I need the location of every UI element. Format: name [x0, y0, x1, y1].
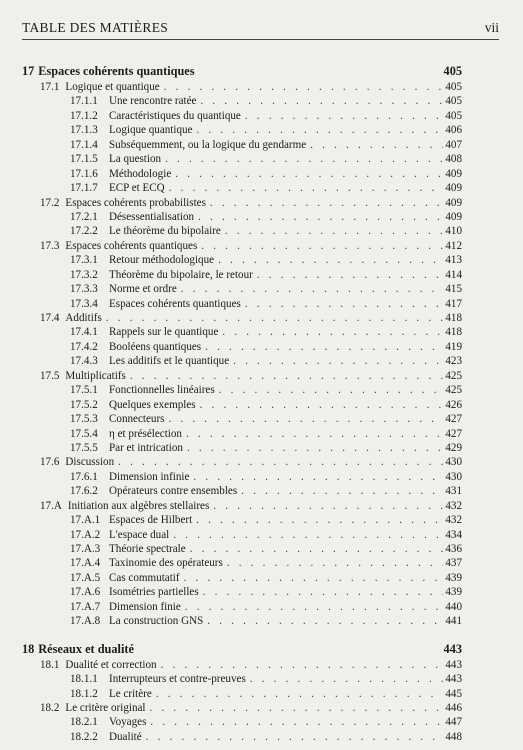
toc-subsection[interactable]: [22, 298, 462, 312]
toc-title: Connecteurs: [109, 413, 165, 426]
toc-subsection[interactable]: [22, 211, 462, 225]
toc-number: 17.5.1: [70, 384, 98, 397]
toc-subsection[interactable]: [22, 153, 462, 167]
dot-leader: [190, 543, 444, 555]
toc-number: 17.1.3: [70, 124, 98, 137]
toc-number: 18.2.1: [70, 716, 98, 729]
toc-page: 409: [445, 196, 462, 209]
toc-title: Retour méthodologique: [109, 254, 215, 267]
toc-page: 443: [443, 641, 462, 656]
toc-subsection[interactable]: [22, 168, 462, 182]
toc-number: 17.1.4: [70, 138, 98, 151]
toc-subsection[interactable]: [22, 586, 462, 600]
toc-page: 439: [445, 586, 462, 599]
toc-number: 17.5.2: [70, 398, 98, 411]
toc-page: 405: [445, 81, 462, 93]
toc-section[interactable]: [22, 312, 462, 326]
dot-leader: [227, 557, 444, 569]
toc-title: La construction GNS: [109, 615, 204, 628]
dot-leader: [146, 731, 444, 743]
toc-subsection[interactable]: [22, 413, 462, 427]
dot-leader: [213, 500, 443, 512]
toc-page: 443: [445, 658, 462, 671]
toc-number: 17.3.4: [70, 297, 98, 310]
dot-leader: [169, 182, 444, 194]
toc-subsection[interactable]: [22, 341, 462, 355]
dot-leader: [185, 601, 444, 613]
dot-leader: [233, 355, 443, 367]
toc-page: 443: [445, 673, 462, 686]
toc-page: 437: [445, 557, 462, 570]
page-header: [22, 20, 499, 40]
dot-leader: [250, 673, 444, 685]
toc-section[interactable]: [22, 659, 462, 673]
toc-subsection[interactable]: [22, 442, 462, 456]
toc-number: 18: [22, 641, 35, 656]
toc-number: 17.1.7: [70, 182, 98, 195]
toc-title: Espaces cohérents probabilistes: [65, 196, 206, 209]
toc-number: 18.1.1: [70, 673, 98, 686]
dot-leader: [186, 428, 443, 440]
toc-number: 17.6: [40, 456, 60, 469]
dot-leader: [118, 456, 443, 468]
dot-leader: [130, 370, 444, 382]
toc-page: 448: [445, 730, 462, 743]
toc-chapter[interactable]: [22, 64, 462, 81]
dot-leader: [150, 702, 444, 714]
toc-title: Théorie spectrale: [109, 543, 186, 555]
toc-subsection[interactable]: [22, 485, 462, 499]
toc-page: 441: [445, 615, 462, 628]
toc-subsection[interactable]: [22, 543, 462, 557]
toc-title: Logique et quantique: [65, 81, 160, 93]
toc-number: 17.3.3: [70, 283, 98, 296]
dot-leader: [225, 225, 444, 237]
toc-title: Dualité: [109, 730, 142, 743]
dot-leader: [205, 341, 443, 353]
toc-number: 17.4: [40, 312, 60, 324]
toc-title: Une rencontre ratée: [109, 95, 197, 108]
toc-number: 17.A: [40, 499, 62, 512]
toc-number: 17.A.4: [70, 557, 101, 570]
toc-subsection[interactable]: [22, 269, 462, 283]
toc-title: Théorème du bipolaire, le retour: [109, 268, 253, 281]
toc-title: Désessentialisation: [109, 210, 195, 223]
toc-subsection[interactable]: [22, 326, 462, 340]
dot-leader: [257, 269, 444, 281]
dot-leader: [196, 514, 443, 526]
toc-subsection[interactable]: [22, 110, 462, 124]
toc-number: 17.A.8: [70, 615, 101, 628]
dot-leader: [210, 197, 443, 209]
toc-page: 430: [445, 456, 462, 469]
toc-page: 446: [445, 701, 462, 714]
toc-title: Le théorème du bipolaire: [109, 225, 221, 238]
dot-leader: [161, 659, 444, 671]
toc-title: Réseaux et dualité: [38, 641, 134, 656]
toc-page: 436: [445, 543, 462, 555]
dot-leader: [218, 254, 443, 266]
toc-page: 447: [445, 716, 462, 729]
toc-number: 17.A.7: [70, 600, 101, 613]
toc-title: Logique quantique: [109, 124, 193, 137]
toc-page: 432: [445, 499, 462, 512]
page-number: vii: [484, 20, 499, 35]
toc-number: 17.5: [40, 369, 60, 382]
toc-subsection[interactable]: [22, 688, 462, 702]
toc-title: Booléens quantiques: [109, 340, 202, 353]
dot-leader: [181, 283, 444, 295]
toc-title: Quelques exemples: [109, 398, 196, 411]
toc-title: La question: [109, 153, 162, 166]
toc-number: 17.5.5: [70, 441, 98, 454]
toc-number: 17.5.3: [70, 413, 98, 426]
toc-title: Le critère original: [65, 701, 146, 714]
toc-page: 430: [445, 470, 462, 483]
toc-page: 407: [445, 138, 462, 151]
toc-title: Additifs: [65, 312, 102, 324]
toc-page: 425: [445, 384, 462, 397]
chapter-gap: [22, 630, 462, 642]
toc-page: 406: [445, 124, 462, 137]
toc-subsection[interactable]: [22, 95, 462, 109]
dot-leader: [207, 615, 443, 627]
table-of-contents: [22, 64, 462, 745]
toc-page: 415: [445, 283, 462, 296]
toc-number: 17.4.2: [70, 340, 98, 353]
toc-subsection[interactable]: [22, 225, 462, 239]
toc-page: 431: [445, 485, 462, 498]
dot-leader: [219, 384, 444, 396]
toc-subsection[interactable]: [22, 355, 462, 369]
dot-leader: [175, 168, 443, 180]
toc-number: 18.2: [40, 701, 60, 714]
toc-number: 17.2.1: [70, 210, 98, 223]
toc-title: Interrupteurs et contre-preuves: [109, 673, 246, 686]
dot-leader: [200, 399, 444, 411]
toc-title: ECP et ECQ: [109, 182, 165, 195]
toc-page: 429: [445, 441, 462, 454]
toc-page: 434: [445, 528, 462, 541]
toc-subsection[interactable]: [22, 399, 462, 413]
toc-title: Opérateurs contre ensembles: [109, 485, 238, 498]
toc-title: Dualité et correction: [65, 658, 157, 671]
dot-leader: [198, 211, 443, 223]
toc-number: 17: [22, 64, 35, 78]
toc-number: 17.1.5: [70, 153, 98, 166]
toc-number: 17.2.2: [70, 225, 98, 238]
toc-page: 412: [445, 239, 462, 252]
toc-page: 440: [445, 600, 462, 613]
toc-title: Caractéristiques du quantique: [109, 109, 241, 122]
toc-number: 17.1.2: [70, 109, 98, 122]
toc-subsection[interactable]: [22, 716, 462, 730]
toc-page: 405: [443, 64, 462, 78]
toc-number: 17.4.3: [70, 355, 98, 368]
toc-page: 427: [445, 427, 462, 440]
toc-title: Les additifs et le quantique: [109, 355, 230, 368]
toc-title: Espaces de Hilbert: [109, 514, 193, 527]
toc-title: Méthodologie: [109, 167, 172, 180]
toc-title: Isométries partielles: [109, 586, 199, 599]
toc-page: 425: [445, 369, 462, 382]
toc-number: 17.A.5: [70, 571, 101, 584]
toc-subsection[interactable]: [22, 124, 462, 138]
toc-number: 17.A.1: [70, 514, 101, 527]
dot-leader: [156, 688, 444, 700]
toc-section[interactable]: [22, 197, 462, 211]
toc-page: 419: [445, 340, 462, 353]
toc-number: 17.1.6: [70, 167, 98, 180]
dot-leader: [245, 110, 444, 122]
dot-leader: [164, 81, 444, 93]
toc-subsection[interactable]: [22, 254, 462, 268]
toc-subsection[interactable]: [22, 471, 462, 485]
toc-title: L'espace dual: [109, 528, 170, 541]
toc-title: Espaces cohérents quantiques: [65, 239, 198, 252]
toc-title: Multiplicatifs: [65, 369, 126, 382]
toc-page: 410: [445, 225, 462, 238]
toc-number: 17.5.4: [70, 427, 98, 440]
toc-title: Par et intrication: [109, 441, 183, 454]
dot-leader: [106, 312, 444, 324]
toc-section[interactable]: [22, 240, 462, 254]
toc-number: 17.3.1: [70, 254, 98, 267]
toc-page: 409: [445, 167, 462, 180]
toc-title: Discussion: [65, 456, 115, 469]
toc-subsection[interactable]: [22, 514, 462, 528]
toc-number: 17.1.1: [70, 95, 98, 108]
dot-leader: [200, 95, 443, 107]
toc-title: Le critère: [109, 687, 152, 700]
toc-title: Voyages: [109, 716, 147, 729]
dot-leader: [197, 124, 444, 136]
toc-subsection[interactable]: [22, 384, 462, 398]
dot-leader: [203, 586, 444, 598]
toc-title: Dimension finie: [109, 600, 181, 613]
toc-title: Espaces cohérents quantiques: [38, 64, 195, 78]
toc-subsection[interactable]: [22, 673, 462, 687]
toc-page: 432: [445, 514, 462, 527]
dot-leader: [173, 529, 443, 541]
toc-subsection[interactable]: [22, 139, 462, 153]
toc-title: Rappels sur le quantique: [109, 326, 219, 339]
toc-title: Fonctionnelles linéaires: [109, 384, 215, 397]
dot-leader: [310, 139, 443, 151]
toc-title: Espaces cohérents quantiques: [109, 297, 241, 310]
toc-page: 409: [445, 210, 462, 223]
toc-page: 418: [445, 312, 462, 324]
toc-page: 418: [445, 326, 462, 339]
toc-page: 417: [445, 297, 462, 310]
toc-page: 426: [445, 398, 462, 411]
toc-subsection[interactable]: [22, 529, 462, 543]
toc-number: 17.3: [40, 239, 60, 252]
toc-page: 439: [445, 571, 462, 584]
toc-title: Initiation aux algèbres stellaires: [67, 499, 210, 512]
toc-section[interactable]: [22, 370, 462, 384]
toc-page: 405: [445, 109, 462, 122]
toc-number: 17.6.2: [70, 485, 98, 498]
dot-leader: [201, 240, 443, 252]
toc-title: Subséquemment, ou la logique du gendarme: [109, 138, 307, 151]
toc-title: Norme et ordre: [109, 283, 177, 296]
toc-section[interactable]: [22, 702, 462, 716]
toc-number: 17.4.1: [70, 326, 98, 339]
toc-number: 18.2.2: [70, 730, 98, 743]
dot-leader: [193, 471, 443, 483]
toc-page: 409: [445, 182, 462, 195]
toc-page: 405: [445, 95, 462, 108]
toc-number: 18.1: [40, 658, 60, 671]
toc-number: 17.A.3: [70, 543, 101, 555]
dot-leader: [241, 485, 443, 497]
toc-number: 17.1: [40, 81, 60, 93]
toc-section[interactable]: [22, 500, 462, 514]
toc-subsection[interactable]: [22, 428, 462, 442]
toc-subsection[interactable]: [22, 615, 462, 629]
toc-chapter[interactable]: [22, 642, 462, 659]
dot-leader: [222, 326, 443, 338]
toc-subsection[interactable]: [22, 572, 462, 586]
dot-leader: [150, 716, 443, 728]
toc-title: η et présélection: [109, 427, 182, 440]
dot-leader: [165, 153, 443, 165]
running-title: TABLE DES MATIÈRES: [22, 20, 169, 35]
toc-section[interactable]: [22, 456, 462, 470]
toc-number: 17.A.2: [70, 528, 101, 541]
toc-number: 18.1.2: [70, 687, 98, 700]
toc-subsection[interactable]: [22, 601, 462, 615]
toc-subsection[interactable]: [22, 731, 462, 745]
dot-leader: [245, 298, 444, 310]
toc-subsection[interactable]: [22, 283, 462, 297]
toc-page: 423: [445, 355, 462, 368]
toc-page: 413: [445, 254, 462, 267]
toc-number: 17.3.2: [70, 268, 98, 281]
toc-number: 17.A.6: [70, 586, 101, 599]
toc-page: 414: [445, 268, 462, 281]
toc-section[interactable]: [22, 81, 462, 95]
toc-page: 427: [445, 413, 462, 426]
dot-leader: [168, 413, 443, 425]
toc-title: Dimension infinie: [109, 470, 190, 483]
dot-leader: [187, 442, 443, 454]
dot-leader: [184, 572, 444, 584]
toc-subsection[interactable]: [22, 557, 462, 571]
toc-number: 17.2: [40, 196, 60, 209]
toc-page: 408: [445, 153, 462, 166]
toc-page: 445: [445, 687, 462, 700]
toc-title: Taxinomie des opérateurs: [109, 557, 223, 570]
toc-subsection[interactable]: [22, 182, 462, 196]
toc-number: 17.6.1: [70, 470, 98, 483]
toc-title: Cas commutatif: [109, 571, 180, 584]
